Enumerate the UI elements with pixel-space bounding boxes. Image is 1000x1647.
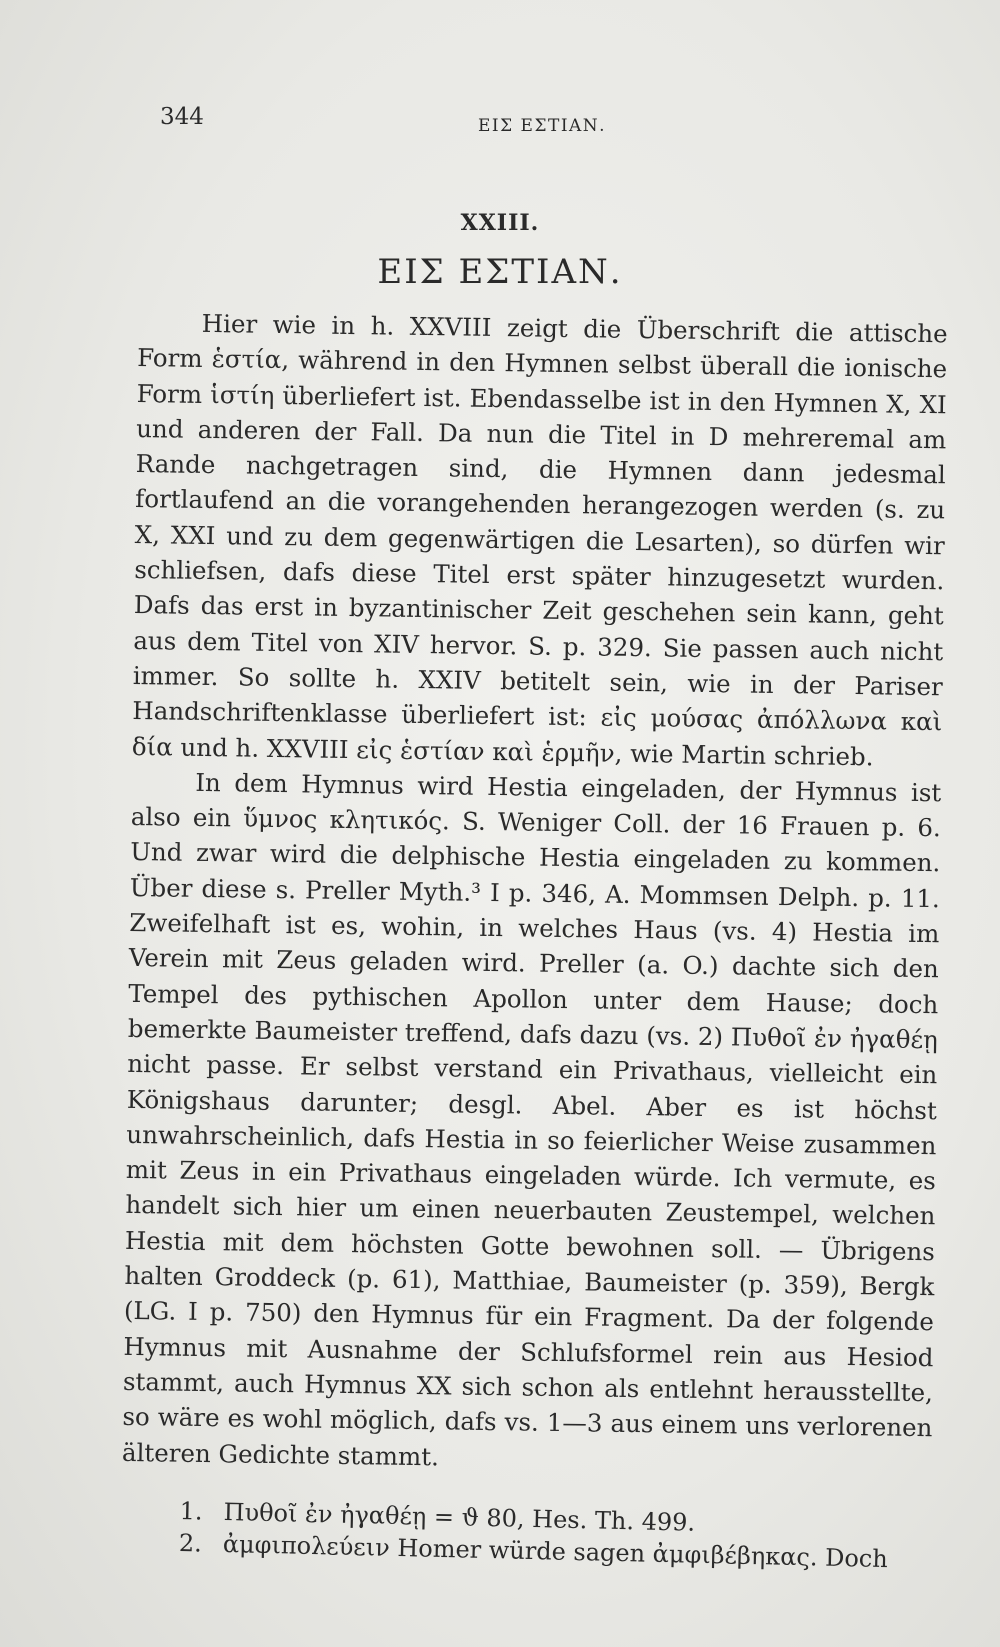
footnotes — [179, 1495, 940, 1576]
footnote-number: 1. — [179, 1496, 203, 1526]
body-text — [122, 305, 948, 1481]
footnote-number: 2. — [178, 1528, 203, 1558]
footnote-text: Πυθοῖ ἐν ἠγαθέῃ = ϑ 80, Hes. Th. 499. — [223, 1497, 696, 1537]
paragraph: Hier wie in h. XXVIII zeigt die Überschrift die attische Form ἑστία, während in den Hymnen selbst überall die ionische Form ἱστίη überliefert ist. Ebendasselbe ist in den Hymnen X, XI und anderen der Fall. Da nun die Titel in D mehreremal am Rande nachgetragen sind, die Hymnen dann jedesmal fortlaufend an die vorangehenden herangezogen werden (s. zu X, XXI und zu dem gegenwärtigen die Lesarten), so dürfen wir schliefsen, dafs diese Titel erst später hinzugesetzt wurden. Dafs das erst in byzantinischer Zeit geschehen sein kann, geht aus dem Titel von XIV hervor. S. p. 329. Sie passen auch nicht immer. So sollte h. XXIV betitelt sein, wie in der Pariser Handschriftenklasse überliefert ist: εἰς μούσας ἀπόλλωνα καὶ δία und h. XXVIII εἰς ἑστίαν καὶ ἑρμῆν, wie Martin schrieb. — [131, 308, 948, 771]
chapter-title: ΕΙΣ ΕΣΤΙΑΝ. — [377, 252, 623, 292]
running-head: ΕΙΣ ΕΣΤΙΑΝ. — [478, 116, 607, 136]
paragraph: In dem Hymnus wird Hestia eingeladen, der Hymnus ist also ein ὕμνος κλητικός. S. Weniger Coll. der 16 Frauen p. 6. Und zwar wird die delphische Hestia eingeladen zu kommen. Über diese s. Preller Myth.³ I p. 346, A. Mommsen Delph. p. 11. Zweifelhaft ist es, wohin, in welches Haus (vs. 4) Hestia im Verein mit Zeus geladen wird. Preller (a. O.) dachte sich den Tempel des pythischen Apollon unter dem Hause; doch bemerkte Baumeister treffend, dafs dazu (vs. 2) Πυθοῖ ἐν ἠγαθέῃ nicht passe. Er selbst verstand ein Privathaus, vielleicht ein Königshaus darunter; desgl. Abel. Aber es ist höchst unwahrscheinlich, dafs Hestia in so feierlicher Weise zusammen mit Zeus in ein Privathaus eingeladen würde. Ich vermute, es handelt sich hier um einen neuerbauten Zeustempel, welchen Hestia mit dem höchsten Gotte bewohnen soll. — Übrigens halten Groddeck (p. 61), Matthiae, Baumeister (p. 359), Bergk (LG. I p. 750) den Hymnus für ein Fragment. Da der folgende Hymnus mit Ausnahme der Schlufsformel rein aus Hesiod stammt, auch Hymnus XX sich schon als entlehnt herausstellte, so wäre es wohl möglich, dafs vs. 1—3 aus einem uns verlorenen älteren Gedichte stammt. — [121, 767, 942, 1471]
chapter-number: XXIII. — [460, 210, 540, 236]
page-header — [0, 104, 1000, 144]
footnote-text: ἀμφιπολεύειν Homer würde sagen ἀμφιβέβηκας. Doch — [222, 1529, 889, 1574]
page-number: 344 — [160, 104, 204, 130]
